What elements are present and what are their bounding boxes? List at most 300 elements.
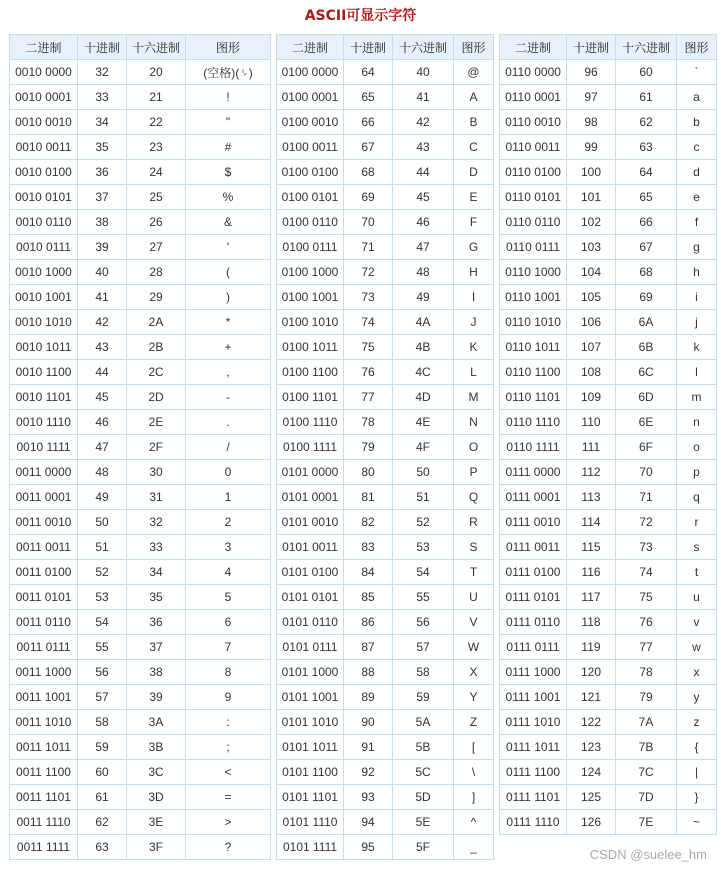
binary-cell: 0110 1110	[500, 410, 567, 435]
decimal-cell: 88	[344, 660, 393, 685]
binary-cell: 0100 0111	[277, 235, 344, 260]
binary-cell: 0100 0011	[277, 135, 344, 160]
table-row	[277, 110, 494, 135]
decimal-cell: 40	[78, 260, 127, 285]
table-row	[10, 260, 271, 285]
binary-cell: 0110 0011	[500, 135, 567, 160]
decimal-cell: 79	[344, 435, 393, 460]
glyph-cell: 7	[186, 635, 271, 660]
table-header-row	[500, 35, 717, 60]
hex-cell: 4B	[393, 335, 454, 360]
binary-cell: 0111 0111	[500, 635, 567, 660]
glyph-cell: 3	[186, 535, 271, 560]
decimal-cell: 41	[78, 285, 127, 310]
glyph-cell: `	[677, 60, 717, 85]
header-decimal: 十进制	[344, 35, 393, 60]
glyph-cell: )	[186, 285, 271, 310]
glyph-cell: &	[186, 210, 271, 235]
hex-cell: 47	[393, 235, 454, 260]
binary-cell: 0101 1101	[277, 785, 344, 810]
glyph-cell: 9	[186, 685, 271, 710]
glyph-cell: :	[186, 710, 271, 735]
table-row	[277, 235, 494, 260]
table-row	[277, 360, 494, 385]
glyph-cell: .	[186, 410, 271, 435]
binary-cell: 0011 0010	[10, 510, 78, 535]
table-row	[277, 60, 494, 85]
decimal-cell: 80	[344, 460, 393, 485]
binary-cell: 0100 0010	[277, 110, 344, 135]
glyph-cell: _	[454, 835, 494, 860]
hex-cell: 76	[616, 610, 677, 635]
table-row	[500, 60, 717, 85]
hex-cell: 7B	[616, 735, 677, 760]
binary-cell: 0101 1011	[277, 735, 344, 760]
glyph-cell: ;	[186, 735, 271, 760]
binary-cell: 0010 0110	[10, 210, 78, 235]
binary-cell: 0011 0100	[10, 560, 78, 585]
glyph-cell: <	[186, 760, 271, 785]
glyph-cell: H	[454, 260, 494, 285]
table-row	[277, 535, 494, 560]
glyph-cell: {	[677, 735, 717, 760]
hex-cell: 7C	[616, 760, 677, 785]
binary-cell: 0101 0011	[277, 535, 344, 560]
glyph-cell: (空格)(␠)	[186, 60, 271, 85]
binary-cell: 0011 1100	[10, 760, 78, 785]
table-row	[500, 160, 717, 185]
glyph-cell: v	[677, 610, 717, 635]
binary-cell: 0010 0101	[10, 185, 78, 210]
glyph-cell: \	[454, 760, 494, 785]
glyph-cell: Y	[454, 685, 494, 710]
table-row	[500, 385, 717, 410]
watermark: CSDN @suelee_hm	[589, 847, 707, 862]
decimal-cell: 45	[78, 385, 127, 410]
hex-cell: 28	[127, 260, 186, 285]
decimal-cell: 100	[567, 160, 616, 185]
table-row	[500, 660, 717, 685]
hex-cell: 5F	[393, 835, 454, 860]
table-row	[10, 610, 271, 635]
table-row	[500, 685, 717, 710]
table-row	[10, 285, 271, 310]
decimal-cell: 87	[344, 635, 393, 660]
decimal-cell: 123	[567, 735, 616, 760]
hex-cell: 57	[393, 635, 454, 660]
binary-cell: 0101 1110	[277, 810, 344, 835]
binary-cell: 0010 1011	[10, 335, 78, 360]
binary-cell: 0110 1101	[500, 385, 567, 410]
decimal-cell: 94	[344, 810, 393, 835]
binary-cell: 0111 1100	[500, 760, 567, 785]
glyph-cell: /	[186, 435, 271, 460]
header-decimal: 十进制	[78, 35, 127, 60]
binary-cell: 0100 1101	[277, 385, 344, 410]
table-row	[277, 710, 494, 735]
glyph-cell: #	[186, 135, 271, 160]
hex-cell: 4E	[393, 410, 454, 435]
glyph-cell: ?	[186, 835, 271, 860]
table-row	[500, 510, 717, 535]
glyph-cell: B	[454, 110, 494, 135]
glyph-cell: i	[677, 285, 717, 310]
hex-cell: 3E	[127, 810, 186, 835]
glyph-cell: o	[677, 435, 717, 460]
binary-cell: 0011 0111	[10, 635, 78, 660]
table-row	[277, 510, 494, 535]
binary-cell: 0101 1000	[277, 660, 344, 685]
table-row	[10, 835, 271, 860]
table-row	[10, 810, 271, 835]
hex-cell: 56	[393, 610, 454, 635]
glyph-cell: A	[454, 85, 494, 110]
header-hex: 十六进制	[393, 35, 454, 60]
decimal-cell: 90	[344, 710, 393, 735]
binary-cell: 0100 0001	[277, 85, 344, 110]
hex-cell: 38	[127, 660, 186, 685]
binary-cell: 0011 1010	[10, 710, 78, 735]
hex-cell: 25	[127, 185, 186, 210]
binary-cell: 0111 1001	[500, 685, 567, 710]
glyph-cell: C	[454, 135, 494, 160]
hex-cell: 2A	[127, 310, 186, 335]
binary-cell: 0101 1111	[277, 835, 344, 860]
decimal-cell: 77	[344, 385, 393, 410]
table-row	[10, 585, 271, 610]
decimal-cell: 76	[344, 360, 393, 385]
binary-cell: 0011 1101	[10, 785, 78, 810]
decimal-cell: 43	[78, 335, 127, 360]
decimal-cell: 126	[567, 810, 616, 835]
glyph-cell: R	[454, 510, 494, 535]
table-row	[277, 810, 494, 835]
hex-cell: 2C	[127, 360, 186, 385]
hex-cell: 59	[393, 685, 454, 710]
binary-cell: 0010 0000	[10, 60, 78, 85]
table-row	[277, 210, 494, 235]
glyph-cell: ]	[454, 785, 494, 810]
header-binary: 二进制	[277, 35, 344, 60]
hex-cell: 27	[127, 235, 186, 260]
hex-cell: 31	[127, 485, 186, 510]
ascii-table-3	[499, 34, 717, 835]
hex-cell: 3F	[127, 835, 186, 860]
hex-cell: 26	[127, 210, 186, 235]
decimal-cell: 99	[567, 135, 616, 160]
decimal-cell: 107	[567, 335, 616, 360]
table-row	[277, 460, 494, 485]
binary-cell: 0101 1001	[277, 685, 344, 710]
hex-cell: 5B	[393, 735, 454, 760]
binary-cell: 0110 1100	[500, 360, 567, 385]
table-row	[10, 735, 271, 760]
binary-cell: 0101 0001	[277, 485, 344, 510]
page-title: ASCII可显示字符	[304, 8, 417, 24]
binary-cell: 0011 1000	[10, 660, 78, 685]
decimal-cell: 105	[567, 285, 616, 310]
binary-cell: 0110 1111	[500, 435, 567, 460]
hex-cell: 33	[127, 535, 186, 560]
hex-cell: 75	[616, 585, 677, 610]
glyph-cell: !	[186, 85, 271, 110]
table-row	[277, 310, 494, 335]
hex-cell: 55	[393, 585, 454, 610]
glyph-cell: -	[186, 385, 271, 410]
glyph-cell: w	[677, 635, 717, 660]
hex-cell: 4D	[393, 385, 454, 410]
table-row	[10, 560, 271, 585]
table-row	[277, 335, 494, 360]
decimal-cell: 95	[344, 835, 393, 860]
glyph-cell: Z	[454, 710, 494, 735]
hex-cell: 2B	[127, 335, 186, 360]
glyph-cell: c	[677, 135, 717, 160]
table-row	[10, 385, 271, 410]
glyph-cell: r	[677, 510, 717, 535]
hex-cell: 7A	[616, 710, 677, 735]
table-row	[500, 735, 717, 760]
table-row	[10, 235, 271, 260]
table-row	[277, 835, 494, 860]
binary-cell: 0111 0010	[500, 510, 567, 535]
glyph-cell: n	[677, 410, 717, 435]
table-row	[500, 460, 717, 485]
table-row	[10, 160, 271, 185]
binary-cell: 0110 0111	[500, 235, 567, 260]
glyph-cell: k	[677, 335, 717, 360]
hex-cell: 3B	[127, 735, 186, 760]
hex-cell: 72	[616, 510, 677, 535]
glyph-cell: a	[677, 85, 717, 110]
hex-cell: 74	[616, 560, 677, 585]
table-row	[500, 210, 717, 235]
header-decimal: 十进制	[567, 35, 616, 60]
hex-cell: 3A	[127, 710, 186, 735]
decimal-cell: 50	[78, 510, 127, 535]
decimal-cell: 111	[567, 435, 616, 460]
hex-cell: 36	[127, 610, 186, 635]
glyph-cell: 0	[186, 460, 271, 485]
decimal-cell: 49	[78, 485, 127, 510]
binary-cell: 0011 1110	[10, 810, 78, 835]
binary-cell: 0011 0000	[10, 460, 78, 485]
binary-cell: 0111 0100	[500, 560, 567, 585]
binary-cell: 0111 1010	[500, 710, 567, 735]
decimal-cell: 42	[78, 310, 127, 335]
binary-cell: 0010 1100	[10, 360, 78, 385]
table-row	[500, 135, 717, 160]
decimal-cell: 60	[78, 760, 127, 785]
decimal-cell: 110	[567, 410, 616, 435]
binary-cell: 0010 1111	[10, 435, 78, 460]
hex-cell: 63	[616, 135, 677, 160]
table-row	[277, 735, 494, 760]
binary-cell: 0110 1010	[500, 310, 567, 335]
decimal-cell: 51	[78, 535, 127, 560]
hex-cell: 43	[393, 135, 454, 160]
table-row	[10, 410, 271, 435]
decimal-cell: 67	[344, 135, 393, 160]
table-row	[500, 110, 717, 135]
hex-cell: 45	[393, 185, 454, 210]
hex-cell: 46	[393, 210, 454, 235]
table-row	[277, 135, 494, 160]
hex-cell: 5A	[393, 710, 454, 735]
glyph-cell: p	[677, 460, 717, 485]
glyph-cell: S	[454, 535, 494, 560]
hex-cell: 24	[127, 160, 186, 185]
decimal-cell: 75	[344, 335, 393, 360]
decimal-cell: 46	[78, 410, 127, 435]
table-row	[500, 310, 717, 335]
binary-cell: 0111 0101	[500, 585, 567, 610]
decimal-cell: 78	[344, 410, 393, 435]
table-row	[10, 685, 271, 710]
glyph-cell: y	[677, 685, 717, 710]
hex-cell: 60	[616, 60, 677, 85]
decimal-cell: 66	[344, 110, 393, 135]
glyph-cell: u	[677, 585, 717, 610]
table-row	[277, 760, 494, 785]
table-row	[500, 285, 717, 310]
binary-cell: 0011 0110	[10, 610, 78, 635]
glyph-cell: ,	[186, 360, 271, 385]
decimal-cell: 118	[567, 610, 616, 635]
hex-cell: 44	[393, 160, 454, 185]
binary-cell: 0100 0110	[277, 210, 344, 235]
hex-cell: 20	[127, 60, 186, 85]
glyph-cell: T	[454, 560, 494, 585]
table-row	[10, 660, 271, 685]
decimal-cell: 53	[78, 585, 127, 610]
table-row	[500, 335, 717, 360]
table-row	[277, 685, 494, 710]
hex-cell: 42	[393, 110, 454, 135]
decimal-cell: 33	[78, 85, 127, 110]
table-row	[277, 385, 494, 410]
decimal-cell: 72	[344, 260, 393, 285]
glyph-cell: D	[454, 160, 494, 185]
glyph-cell: W	[454, 635, 494, 660]
hex-cell: 58	[393, 660, 454, 685]
hex-cell: 53	[393, 535, 454, 560]
table-row	[10, 635, 271, 660]
binary-cell: 0101 0111	[277, 635, 344, 660]
hex-cell: 4F	[393, 435, 454, 460]
table-row	[500, 410, 717, 435]
glyph-cell: J	[454, 310, 494, 335]
hex-cell: 64	[616, 160, 677, 185]
decimal-cell: 71	[344, 235, 393, 260]
table-row	[10, 785, 271, 810]
binary-cell: 0011 0001	[10, 485, 78, 510]
decimal-cell: 62	[78, 810, 127, 835]
glyph-cell: X	[454, 660, 494, 685]
binary-cell: 0101 0110	[277, 610, 344, 635]
decimal-cell: 115	[567, 535, 616, 560]
table-row	[277, 785, 494, 810]
hex-cell: 41	[393, 85, 454, 110]
decimal-cell: 81	[344, 485, 393, 510]
glyph-cell: Q	[454, 485, 494, 510]
glyph-cell: s	[677, 535, 717, 560]
glyph-cell: e	[677, 185, 717, 210]
decimal-cell: 73	[344, 285, 393, 310]
binary-cell: 0111 1110	[500, 810, 567, 835]
decimal-cell: 106	[567, 310, 616, 335]
decimal-cell: 34	[78, 110, 127, 135]
decimal-cell: 124	[567, 760, 616, 785]
hex-cell: 21	[127, 85, 186, 110]
hex-cell: 3D	[127, 785, 186, 810]
decimal-cell: 56	[78, 660, 127, 685]
decimal-cell: 44	[78, 360, 127, 385]
glyph-cell: M	[454, 385, 494, 410]
table-row	[10, 110, 271, 135]
decimal-cell: 32	[78, 60, 127, 85]
glyph-cell: P	[454, 460, 494, 485]
table-row	[500, 185, 717, 210]
table-row	[500, 560, 717, 585]
hex-cell: 71	[616, 485, 677, 510]
glyph-cell: ~	[677, 810, 717, 835]
decimal-cell: 97	[567, 85, 616, 110]
table-row	[500, 235, 717, 260]
table-row	[277, 285, 494, 310]
glyph-cell: 1	[186, 485, 271, 510]
decimal-cell: 85	[344, 585, 393, 610]
binary-cell: 0110 0100	[500, 160, 567, 185]
hex-cell: 32	[127, 510, 186, 535]
hex-cell: 37	[127, 635, 186, 660]
binary-cell: 0110 1011	[500, 335, 567, 360]
table-row	[10, 335, 271, 360]
table-row	[10, 210, 271, 235]
table-row	[10, 760, 271, 785]
table-header-row	[277, 35, 494, 60]
binary-cell: 0010 1101	[10, 385, 78, 410]
binary-cell: 0100 1110	[277, 410, 344, 435]
hex-cell: 61	[616, 85, 677, 110]
binary-cell: 0110 0010	[500, 110, 567, 135]
glyph-cell: V	[454, 610, 494, 635]
binary-cell: 0010 1010	[10, 310, 78, 335]
header-hex: 十六进制	[127, 35, 186, 60]
hex-cell: 68	[616, 260, 677, 285]
binary-cell: 0111 0011	[500, 535, 567, 560]
glyph-cell: +	[186, 335, 271, 360]
binary-cell: 0011 1001	[10, 685, 78, 710]
hex-cell: 6D	[616, 385, 677, 410]
table-row	[10, 535, 271, 560]
table-row	[277, 185, 494, 210]
glyph-cell: b	[677, 110, 717, 135]
binary-cell: 0110 0000	[500, 60, 567, 85]
glyph-cell: F	[454, 210, 494, 235]
hex-cell: 30	[127, 460, 186, 485]
decimal-cell: 86	[344, 610, 393, 635]
hex-cell: 23	[127, 135, 186, 160]
glyph-cell: L	[454, 360, 494, 385]
decimal-cell: 61	[78, 785, 127, 810]
decimal-cell: 109	[567, 385, 616, 410]
decimal-cell: 92	[344, 760, 393, 785]
table-header-row	[10, 35, 271, 60]
hex-cell: 70	[616, 460, 677, 485]
glyph-cell: ^	[454, 810, 494, 835]
binary-cell: 0111 1011	[500, 735, 567, 760]
